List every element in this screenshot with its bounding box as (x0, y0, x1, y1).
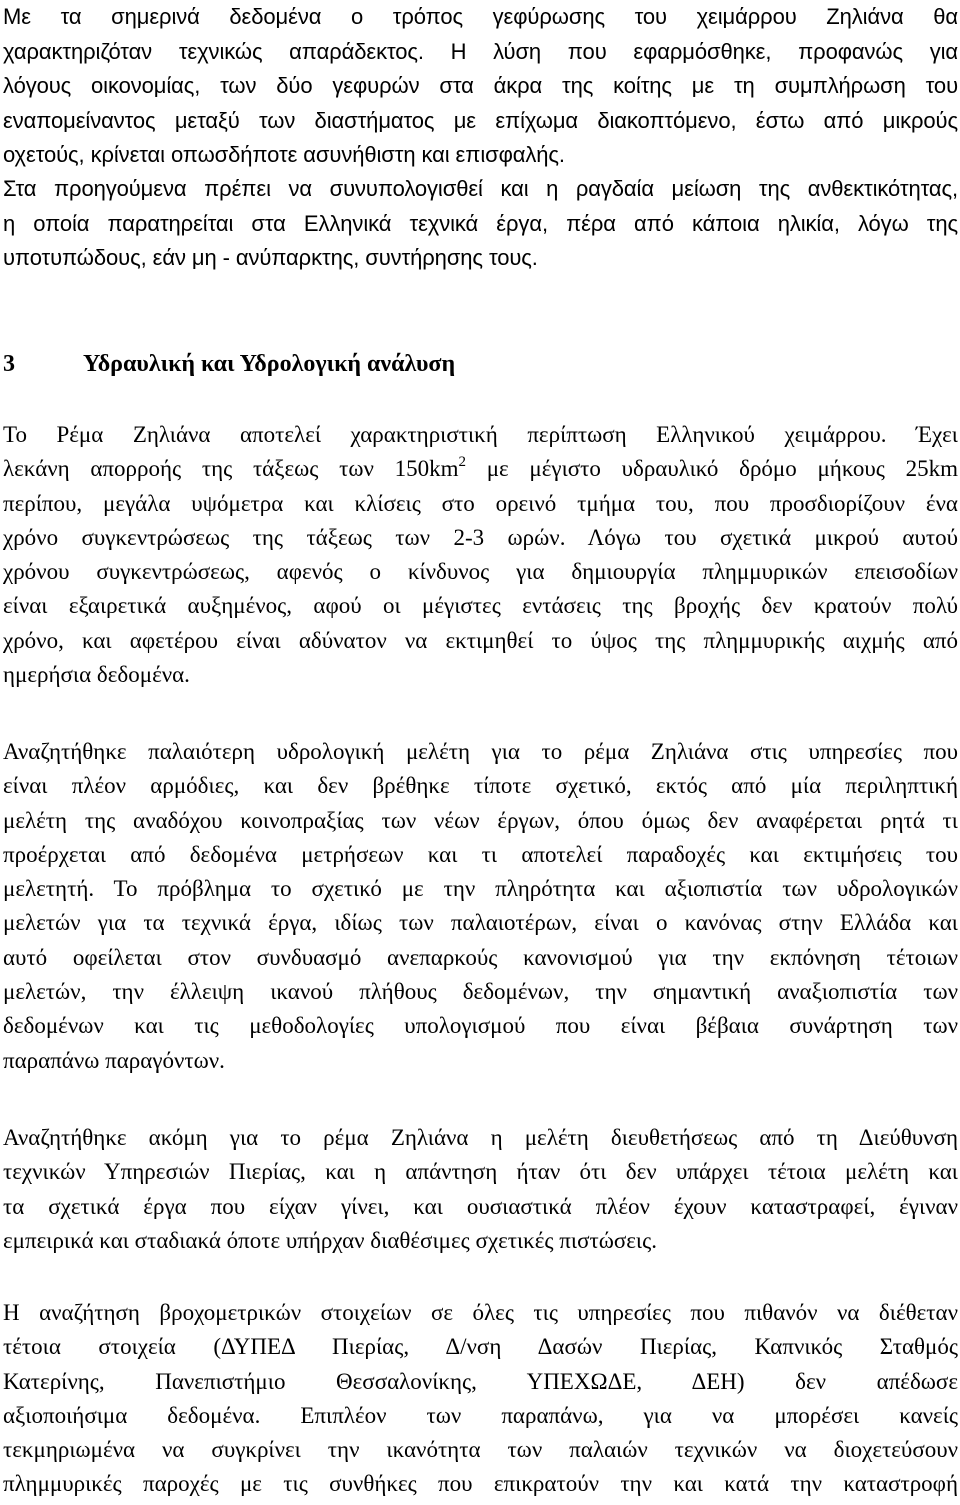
paragraph-3-line: χρόνο, και αφετέρου είναι αδύνατον να εκτιμηθεί το ύψος της πλημμυρικής αιχμής από (3, 627, 958, 653)
paragraph-6-line: πλημμυρικές παροχές με τις συνθήκες που επικρατούν την και κατά την καταστροφή (3, 1471, 958, 1497)
paragraph-2-line: υποτυπώδους, εάν μη - ανύπαρκτης, συντήρησης τους. (3, 245, 538, 270)
paragraph-4-line: μελετών για τα τεχνικά έργα, ιδίως των παλαιοτέρων, είναι ο κανόνας στην Ελλάδα και (3, 910, 958, 936)
paragraph-6-line: αξιοποιήσιμα δεδομένα. Επιπλέον των παραπάνω, για να μπορέσει κανείς (3, 1402, 958, 1428)
paragraph-4-line: αυτό οφείλεται στον συνδυασμό ανεπαρκούς κανονισμού για την εκπόνηση τέτοιων (3, 944, 958, 970)
paragraph-4-line: δεδομένων και τις μεθοδολογίες υπολογισμού που είναι βέβαια συνάρτηση των (3, 1013, 958, 1039)
area-superscript: 2 (458, 454, 466, 471)
paragraph-4-line: μελέτη της αναδόχου κοινοπραξίας των νέων έργων, όπου όμως δεν αναφέρεται ρητά τι (3, 807, 958, 833)
paragraph-1-line: χαρακτηριζόταν τεχνικώς απαράδεκτος. Η λύση που εφαρμόσθηκε, προφανώς για (3, 38, 958, 64)
section-heading (3, 348, 455, 380)
paragraph-4 (3, 735, 958, 1078)
paragraph-1-line: εναπομείναντος μεταξύ των διαστήματος με επίχωμα διακοπτόμενο, έστω από μικρούς (3, 107, 958, 133)
paragraph-4-line: μελετών, την έλλειψη ικανού πλήθους δεδομένων, την σημαντική αναξιοπιστία των (3, 979, 958, 1005)
area-text-before: λεκάνη απορροής της τάξεως των 150km (3, 456, 459, 482)
paragraph-5-line: Αναζητήθηκε ακόμη για το ρέμα Ζηλιάνα η μελέτη διευθετήσεως από τη Διεύθυνση (3, 1125, 958, 1150)
section-title: Υδραυλική και Υδρολογική ανάλυση (83, 351, 456, 377)
paragraph-5-line: εμπειρικά και σταδιακά όποτε υπήρχαν διαθέσιμες σχετικές πιστώσεις. (3, 1227, 657, 1253)
paragraph-5 (3, 1121, 958, 1258)
paragraph-3-line: είναι εξαιρετικά αυξημένος, αφού οι μέγιστες εντάσεις της βροχής δεν κρατούν πολύ (3, 593, 958, 619)
paragraph-2-line: η οποία παρατηρείται στα Ελληνικά τεχνικά έργα, πέρα από κάποια ηλικία, λόγω της (3, 210, 958, 236)
section-number: 3 (3, 351, 15, 377)
paragraph-2-line: Στα προηγούμενα πρέπει να συνυπολογισθεί και η ραγδαία μείωση της ανθεκτικότητας, (3, 176, 958, 201)
paragraph-6-line: τέτοια στοιχεία (ΔΥΠΕΔ Πιερίας, Δ/νση Δασών Πιερίας, Καπνικός Σταθμός (3, 1334, 958, 1360)
paragraph-3-line-with-area (3, 452, 958, 486)
paragraph-3-line: χρόνου συγκεντρώσεως, αφενός ο κίνδυνος για δημιουργία πλημμυρικών επεισοδίων (3, 559, 958, 585)
paragraph-4-line: παραπάνω παραγόντων. (3, 1047, 225, 1073)
paragraph-6 (3, 1296, 958, 1502)
paragraph-5-line: τεχνικών Υπηρεσιών Πιερίας, και η απάντηση ήταν ότι δεν υπάρχει τέτοια μελέτη και (3, 1159, 958, 1185)
paragraph-3-line: Το Ρέμα Ζηλιάνα αποτελεί χαρακτηριστική περίπτωση Ελληνικού χειμάρρου. Έχει (3, 422, 958, 447)
paragraph-4-line: προέρχεται από δεδομένα μετρήσεων και τι αποτελεί παραδοχές και εκτιμήσεις του (3, 841, 958, 867)
paragraph-4-line: μελετητή. Το πρόβλημα το σχετικό με την πληρότητα και αξιοπιστία των υδρολογικών (3, 876, 958, 902)
paragraph-4-line: είναι πλέον αρμόδιες, και δεν βρέθηκε τίποτε σχετικό, εκτός από μία περιληπτική (3, 773, 958, 799)
paragraph-3-line: ημερήσια δεδομένα. (3, 662, 190, 688)
paragraph-6-line: Η αναζήτηση βροχομετρικών στοιχείων σε όλες τις υπηρεσίες που πιθανόν να διέθεταν (3, 1300, 958, 1325)
paragraph-3-line: χρόνο συγκεντρώσεως της τάξεως των 2-3 ωρών. Λόγω του σχετικά μικρού αυτού (3, 524, 958, 550)
paragraph-1-line: Με τα σημερινά δεδομένα ο τρόπος γεφύρωσης του χειμάρρου Ζηλιάνα θα (3, 4, 958, 29)
paragraph-6-line: Κατερίνης, Πανεπιστήμιο Θεσσαλονίκης, ΥΠΕΧΩΔΕ, ΔΕΗ) δεν απέδωσε (3, 1368, 958, 1394)
paragraph-4-line: Αναζητήθηκε παλαιότερη υδρολογική μελέτη για το ρέμα Ζηλιάνα στις υπηρεσίες που (3, 739, 958, 764)
paragraph-5-line: τα σχετικά έργα που είχαν γίνει, και ουσιαστικά πλέον έχουν καταστραφεί, έγιναν (3, 1193, 958, 1219)
paragraph-1-line: λόγους οικονομίας, των δύο γεφυρών στα άκρα της κοίτης με τη συμπλήρωση του (3, 73, 958, 98)
paragraph-1 (3, 0, 958, 173)
paragraph-1-line: οχετούς, κρίνεται οπωσδήποτε ασυνήθιστη και επισφαλής. (3, 142, 565, 167)
paragraph-6-line: τεκμηριωμένα να συγκρίνει την ικανότητα των παλαιών τεχνικών να διοχετεύσουν (3, 1437, 958, 1463)
paragraph-2 (3, 172, 958, 276)
area-text-after: με μέγιστο υδραυλικό δρόμο μήκους 25km (466, 456, 959, 482)
paragraph-3-line: περίπου, μεγάλα υψόμετρα και κλίσεις στο ορεινό τμήμα του, που προσδιορίζουν ένα (3, 490, 958, 516)
paragraph-3 (3, 418, 958, 692)
